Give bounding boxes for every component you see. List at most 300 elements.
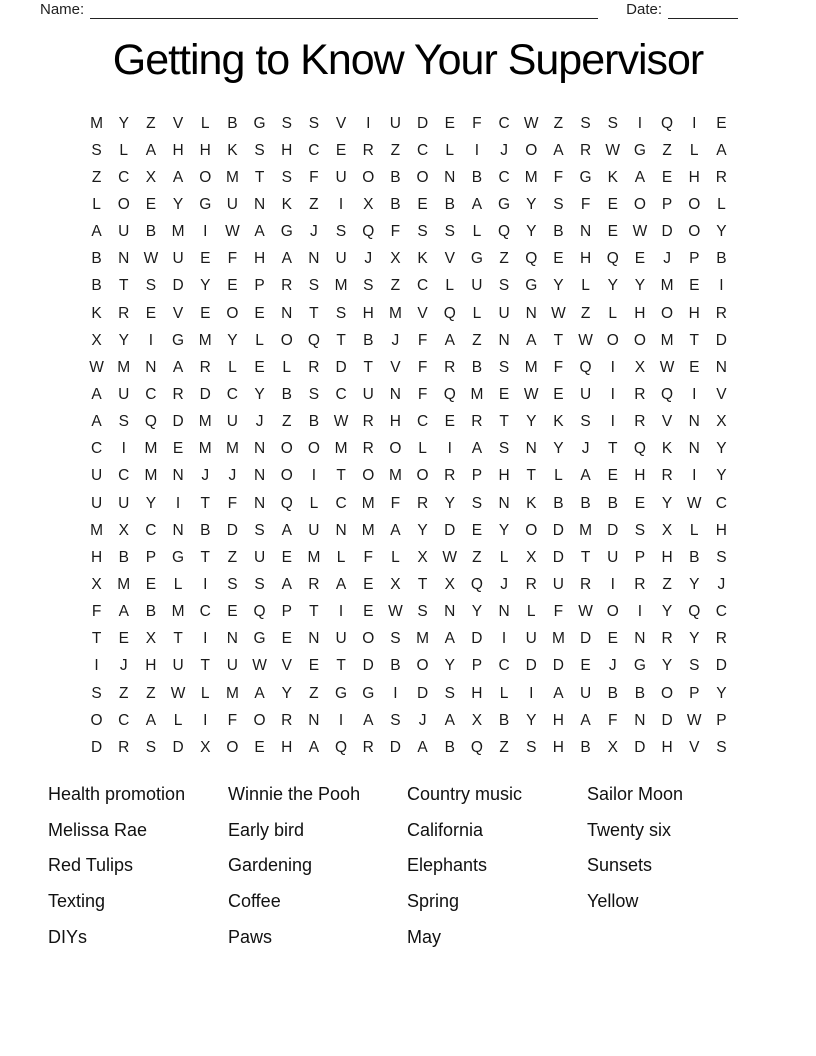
grid-letter: T <box>254 168 265 186</box>
word-list-item: Texting <box>48 891 106 912</box>
grid-letter: B <box>281 385 292 403</box>
grid-letter: H <box>362 304 374 322</box>
grid-letter: U <box>335 168 347 186</box>
grid-letter: Q <box>470 738 483 756</box>
grid-letter: P <box>716 711 727 729</box>
word-list-item: Red Tulips <box>48 855 134 876</box>
grid-letter: T <box>91 630 102 648</box>
grid-letter: L <box>282 358 292 376</box>
grid-letter: S <box>91 141 102 159</box>
grid-letter: T <box>608 440 618 458</box>
grid-letter: A <box>145 711 157 729</box>
grid-letter: S <box>281 114 292 132</box>
grid-letter: N <box>634 630 646 648</box>
grid-letter: K <box>526 494 537 512</box>
word-list-item: Sunsets <box>587 855 653 876</box>
grid-letter: B <box>716 250 727 268</box>
grid-letter: C <box>118 711 130 729</box>
grid-letter: K <box>281 195 292 213</box>
grid-letter: B <box>390 195 401 213</box>
grid-letter: F <box>608 711 618 729</box>
grid-letter: A <box>308 738 320 756</box>
grid-letter: T <box>200 657 210 675</box>
grid-letter: S <box>716 738 727 756</box>
grid-letter: M <box>361 521 375 539</box>
grid-letter: I <box>203 630 208 648</box>
grid-letter: N <box>281 304 293 322</box>
grid-letter: Q <box>443 385 456 403</box>
grid-letter: E <box>634 250 646 268</box>
grid-letter: W <box>442 548 458 566</box>
grid-letter: U <box>118 494 130 512</box>
grid-letter: R <box>308 358 320 376</box>
grid-letter: J <box>310 223 318 241</box>
grid-letter: H <box>90 548 103 566</box>
grid-letter: T <box>363 358 373 376</box>
word-list-item: Early bird <box>228 819 305 840</box>
word-search-grid <box>83 110 735 761</box>
grid-letter: K <box>417 250 428 268</box>
grid-letter: X <box>145 630 157 648</box>
grid-letter: Z <box>146 684 156 702</box>
grid-letter: R <box>579 575 592 593</box>
grid-letter: A <box>281 521 292 539</box>
grid-letter: G <box>470 250 483 268</box>
grid-letter: B <box>363 331 374 349</box>
grid-letter: O <box>226 304 239 322</box>
grid-letter: E <box>308 657 320 675</box>
grid-letter: U <box>362 385 374 403</box>
grid-letter: E <box>363 575 374 593</box>
grid-letter: A <box>471 195 483 213</box>
grid-letter: Z <box>91 168 102 186</box>
grid-letter: N <box>688 440 700 458</box>
grid-letter: Z <box>390 277 401 295</box>
grid-letter: Z <box>499 738 509 756</box>
grid-letter: M <box>225 168 239 186</box>
grid-letter: P <box>689 250 700 268</box>
grid-letter: M <box>551 630 565 648</box>
grid-letter: B <box>689 548 700 566</box>
grid-letter: H <box>661 548 673 566</box>
grid-letter: I <box>338 195 344 213</box>
grid-letter: C <box>145 521 157 539</box>
grid-letter: X <box>526 548 537 566</box>
grid-letter: G <box>172 331 185 349</box>
grid-letter: X <box>444 575 455 593</box>
grid-letter: W <box>578 603 593 621</box>
grid-letter: Z <box>499 250 509 268</box>
grid-letter: B <box>580 738 591 756</box>
grid-letter: A <box>281 250 292 268</box>
grid-letter: W <box>686 494 702 512</box>
grid-letter: H <box>471 684 483 702</box>
grid-letter: J <box>364 250 373 268</box>
grid-letter: T <box>200 494 210 512</box>
grid-letter: N <box>118 250 130 268</box>
grid-letter: U <box>552 575 564 593</box>
grid-letter: L <box>309 494 319 512</box>
grid-letter: P <box>634 548 646 566</box>
grid-letter: M <box>198 413 212 431</box>
grid-letter: S <box>335 304 347 322</box>
grid-letter: C <box>118 467 130 485</box>
grid-letter: O <box>199 168 212 186</box>
grid-letter: O <box>416 657 429 675</box>
grid-letter: Y <box>118 114 129 132</box>
grid-letter: F <box>390 223 401 241</box>
grid-letter: F <box>417 358 428 376</box>
grid-letter: I <box>610 575 615 593</box>
grid-letter: I <box>203 711 208 729</box>
grid-letter: E <box>145 195 157 213</box>
grid-letter: S <box>308 277 320 295</box>
word-list-item: Paws <box>228 926 273 947</box>
grid-letter: S <box>281 168 292 186</box>
grid-letter: L <box>472 304 482 322</box>
grid-letter: M <box>361 494 375 512</box>
grid-letter: Y <box>689 630 700 648</box>
grid-letter: I <box>610 385 615 403</box>
grid-letter: G <box>280 223 293 241</box>
grid-letter: S <box>254 141 265 159</box>
grid-letter: A <box>91 385 102 403</box>
grid-letter: Z <box>553 114 564 132</box>
grid-letter: Q <box>525 250 538 268</box>
grid-letter: E <box>580 657 591 675</box>
grid-letter: D <box>172 413 184 431</box>
grid-letter: J <box>608 657 617 675</box>
grid-letter: Z <box>662 141 672 159</box>
grid-letter: R <box>634 385 646 403</box>
grid-letter: I <box>338 603 344 621</box>
grid-letter: B <box>145 603 157 621</box>
grid-letter: R <box>471 413 483 431</box>
grid-letter: L <box>445 277 455 295</box>
grid-letter: M <box>144 440 158 458</box>
grid-letter: X <box>390 575 401 593</box>
grid-letter: S <box>118 413 129 431</box>
grid-letter: O <box>661 304 674 322</box>
grid-letter: H <box>199 141 211 159</box>
grid-letter: J <box>119 657 128 675</box>
grid-letter: A <box>716 141 727 159</box>
grid-letter: L <box>499 684 509 702</box>
grid-letter: D <box>661 223 673 241</box>
grid-letter: I <box>610 413 615 431</box>
grid-letter: I <box>610 358 615 376</box>
word-list-item: DIYs <box>48 926 88 947</box>
grid-letter: E <box>689 277 700 295</box>
grid-letter: U <box>308 521 320 539</box>
grid-letter: U <box>90 494 103 512</box>
grid-letter: N <box>253 467 266 485</box>
grid-letter: G <box>633 141 646 159</box>
grid-letter: A <box>553 684 564 702</box>
grid-letter: R <box>281 277 293 295</box>
grid-letter: S <box>308 114 320 132</box>
word-list <box>48 777 752 956</box>
grid-letter: W <box>89 358 104 376</box>
grid-letter: T <box>173 630 183 648</box>
word-list-item: Gardening <box>228 855 313 876</box>
grid-letter: I <box>148 331 154 349</box>
grid-letter: L <box>689 141 699 159</box>
grid-letter: J <box>581 440 590 458</box>
grid-letter: V <box>417 304 428 322</box>
grid-letter: O <box>525 141 538 159</box>
grid-letter: S <box>254 521 265 539</box>
grid-letter: U <box>90 467 103 485</box>
grid-letter: A <box>526 331 537 349</box>
grid-letter: F <box>363 548 373 566</box>
grid-letter: C <box>416 141 429 159</box>
grid-letter: D <box>661 711 673 729</box>
word-list-column <box>48 777 228 956</box>
grid-letter: W <box>333 413 349 431</box>
grid-letter: Y <box>444 657 455 675</box>
grid-letter: D <box>634 738 646 756</box>
grid-letter: F <box>580 195 591 213</box>
grid-letter: U <box>226 195 238 213</box>
grid-letter: M <box>470 385 484 403</box>
grid-letter: K <box>553 413 564 431</box>
grid-letter: L <box>608 304 618 322</box>
grid-letter: R <box>715 304 727 322</box>
grid-letter: H <box>661 738 673 756</box>
grid-letter: R <box>416 494 429 512</box>
grid-letter: R <box>444 467 456 485</box>
grid-letter: F <box>472 114 482 132</box>
grid-letter: I <box>692 467 697 485</box>
grid-letter: Y <box>716 467 727 485</box>
grid-letter: B <box>227 114 238 132</box>
grid-letter: E <box>172 440 184 458</box>
grid-letter: S <box>308 385 320 403</box>
grid-letter: H <box>389 413 401 431</box>
grid-letter: Q <box>606 250 619 268</box>
grid-letter: U <box>498 304 510 322</box>
grid-letter: U <box>226 657 238 675</box>
word-list-item: Melissa Rae <box>48 819 148 840</box>
grid-letter: C <box>90 440 103 458</box>
grid-letter: N <box>308 250 320 268</box>
grid-letter: U <box>471 277 483 295</box>
grid-letter: O <box>606 331 619 349</box>
grid-letter: F <box>553 603 564 621</box>
grid-letter: N <box>715 358 727 376</box>
grid-letter: O <box>416 467 429 485</box>
grid-letter: T <box>689 331 699 349</box>
word-list-item: Spring <box>407 891 460 912</box>
grid-letter: O <box>389 440 402 458</box>
grid-letter: E <box>200 250 211 268</box>
grid-letter: N <box>525 304 537 322</box>
grid-letter: U <box>118 385 130 403</box>
word-list-item: Winnie the Pooh <box>228 784 361 804</box>
grid-letter: O <box>633 195 646 213</box>
grid-letter: D <box>226 521 238 539</box>
grid-letter: V <box>689 738 700 756</box>
grid-letter: E <box>607 630 618 648</box>
grid-letter: J <box>391 331 400 349</box>
grid-letter: N <box>498 494 510 512</box>
grid-letter: L <box>554 467 563 485</box>
grid-letter: I <box>529 684 534 702</box>
grid-letter: X <box>91 331 102 349</box>
grid-letter: I <box>366 114 371 132</box>
grid-letter: H <box>281 141 293 159</box>
grid-letter: N <box>308 711 320 729</box>
grid-letter: M <box>171 603 185 621</box>
grid-letter: I <box>637 603 643 621</box>
grid-letter: T <box>526 467 536 485</box>
word-list-item: Twenty six <box>587 819 672 840</box>
grid-letter: A <box>444 711 455 729</box>
grid-letter: R <box>308 575 320 593</box>
grid-letter: E <box>607 467 618 485</box>
word-list-item: Country music <box>407 784 523 804</box>
grid-letter: G <box>199 195 212 213</box>
grid-letter: O <box>362 467 375 485</box>
grid-letter: A <box>118 603 129 621</box>
grid-letter: I <box>121 440 126 458</box>
grid-letter: D <box>444 521 456 539</box>
grid-letter: F <box>390 494 401 512</box>
grid-letter: T <box>309 603 319 621</box>
grid-letter: Y <box>526 413 537 431</box>
grid-letter: G <box>579 168 592 186</box>
grid-letter: N <box>226 630 238 648</box>
grid-letter: E <box>363 603 374 621</box>
grid-letter: Y <box>689 575 700 593</box>
grid-letter: O <box>280 331 293 349</box>
grid-letter: W <box>523 114 539 132</box>
grid-letter: R <box>172 385 184 403</box>
grid-letter: S <box>471 494 483 512</box>
grid-letter: R <box>661 630 673 648</box>
grid-letter: Y <box>172 195 184 213</box>
grid-letter: Y <box>471 603 483 621</box>
grid-letter: O <box>117 195 130 213</box>
grid-letter: B <box>390 168 401 186</box>
grid-letter: L <box>581 277 590 295</box>
grid-letter: C <box>145 385 157 403</box>
grid-letter: L <box>499 548 509 566</box>
grid-letter: N <box>498 603 510 621</box>
grid-letter: M <box>307 548 321 566</box>
grid-letter: E <box>716 114 727 132</box>
grid-letter: T <box>580 548 591 566</box>
grid-letter: I <box>393 684 398 702</box>
grid-letter: D <box>199 385 211 403</box>
word-list-item: Elephants <box>407 855 488 876</box>
grid-letter: S <box>553 195 564 213</box>
grid-letter: M <box>225 684 239 702</box>
grid-letter: P <box>281 603 292 621</box>
grid-letter: F <box>227 250 238 268</box>
grid-letter: S <box>254 575 265 593</box>
grid-letter: S <box>607 114 618 132</box>
grid-letter: D <box>416 114 429 132</box>
grid-letter: I <box>474 141 480 159</box>
grid-letter: W <box>523 385 539 403</box>
grid-letter: O <box>688 223 701 241</box>
grid-letter: Y <box>661 603 673 621</box>
grid-letter: Y <box>498 521 510 539</box>
grid-letter: Z <box>472 548 482 566</box>
grid-letter: D <box>416 684 429 702</box>
grid-letter: J <box>228 467 237 485</box>
grid-letter: P <box>254 277 265 295</box>
grid-letter: A <box>553 141 564 159</box>
grid-letter: V <box>390 358 401 376</box>
grid-letter: U <box>607 548 619 566</box>
grid-letter: B <box>498 711 510 729</box>
grid-letter: X <box>661 521 673 539</box>
grid-letter: F <box>227 711 238 729</box>
grid-letter: S <box>444 223 455 241</box>
grid-letter: A <box>281 575 292 593</box>
grid-letter: U <box>579 385 592 403</box>
grid-letter: A <box>580 467 591 485</box>
grid-letter: B <box>634 684 646 702</box>
grid-letter: O <box>362 168 375 186</box>
grid-letter: N <box>335 521 347 539</box>
grid-letter: N <box>525 440 537 458</box>
grid-letter: L <box>418 440 427 458</box>
grid-letter: E <box>335 141 347 159</box>
grid-letter: X <box>417 548 428 566</box>
grid-letter: M <box>334 440 348 458</box>
grid-letter: Q <box>470 575 483 593</box>
grid-letter: Q <box>335 738 348 756</box>
grid-letter: D <box>90 738 103 756</box>
grid-letter: S <box>716 548 727 566</box>
word-list-column <box>407 777 587 956</box>
grid-letter: M <box>524 358 538 376</box>
grid-letter: A <box>471 440 483 458</box>
grid-letter: Z <box>662 575 672 593</box>
grid-letter: E <box>553 385 564 403</box>
grid-letter: E <box>227 277 238 295</box>
grid-letter: M <box>198 331 212 349</box>
grid-letter: R <box>281 711 293 729</box>
grid-letter: T <box>553 331 564 349</box>
grid-letter: Q <box>633 440 646 458</box>
word-list-item: Coffee <box>228 891 281 912</box>
grid-letter: T <box>336 467 346 485</box>
grid-letter: S <box>363 277 374 295</box>
grid-letter: W <box>225 223 240 241</box>
grid-letter: U <box>172 657 184 675</box>
grid-letter: E <box>634 494 646 512</box>
grid-letter: G <box>335 684 348 702</box>
grid-letter: O <box>416 168 429 186</box>
grid-letter: R <box>525 575 537 593</box>
grid-letter: P <box>471 657 483 675</box>
grid-letter: N <box>172 521 184 539</box>
grid-letter: L <box>336 548 346 566</box>
grid-letter: J <box>663 250 671 268</box>
grid-letter: Y <box>716 684 727 702</box>
grid-letter: D <box>607 521 619 539</box>
grid-letter: E <box>145 575 157 593</box>
grid-letter: L <box>391 548 400 566</box>
grid-letter: A <box>580 711 591 729</box>
grid-letter: G <box>362 684 375 702</box>
grid-letter: C <box>498 657 510 675</box>
